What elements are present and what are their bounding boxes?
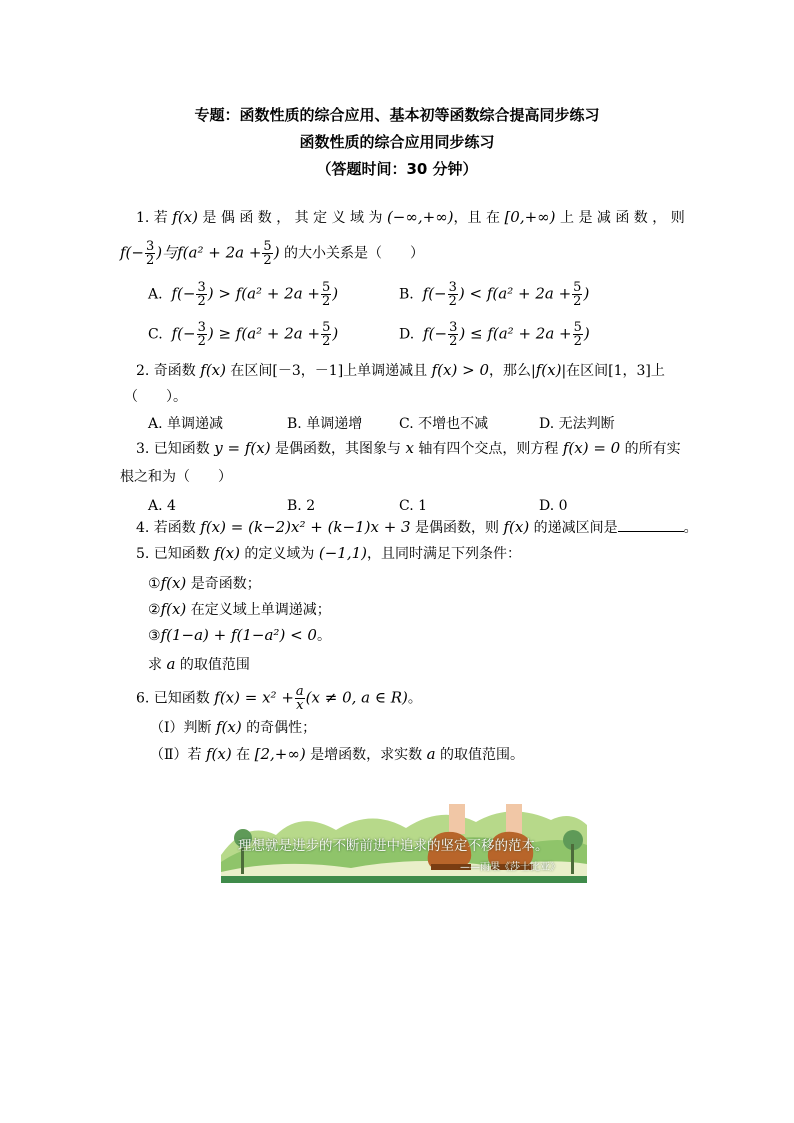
q1-option-c: C. f(− $\frac{3}{2}$ ) ≥ f(a² + 2a + $\frac{5}{2}$ ): [148, 320, 339, 349]
q3-line2: 根之和为（ ）: [120, 469, 232, 485]
q4-line: 4. 若函数 f(x) = (k−2)x² + (k−1)x + 3 是偶函数，则 f(x) 的递减区间是 。: [136, 518, 698, 536]
q2-line2: （ ）。: [124, 389, 187, 405]
q5-condition-3: ③f(1−a) + f(1−a²) < 0。: [148, 626, 331, 644]
q3-option-d: D. 0: [539, 498, 568, 514]
q3-option-c: C. 1: [399, 498, 428, 514]
doc-subtitle: 函数性质的综合应用同步练习: [299, 133, 495, 151]
q1-line1: 1. 若 f(x) 是 偶 函 数 ， 其 定 义 域 为 (−∞,+∞)，且 在 [0,+∞) 上 是 减 函 数 ， 则: [136, 208, 685, 226]
q3-option-b: B. 2: [287, 498, 316, 514]
q5-ask: 求 a 的取值范围: [148, 655, 250, 673]
banner-quote: 理想就是进步的不断前进中追求的坚定不移的范本。: [238, 838, 549, 854]
q5-line1: 5. 已知函数 f(x) 的定义域为 (−1,1)，且同时满足下列条件：: [136, 544, 522, 562]
q4-answer-blank: [618, 519, 684, 532]
q2-option-c: C. 不增也不减: [399, 416, 489, 432]
q5-condition-2: ②f(x) 在定义域上单调递减；: [148, 600, 331, 618]
q3-option-a: A. 4: [148, 498, 176, 514]
q1-line2: f(− $\frac{3}{2}$ )与f(a² + 2a + $\frac{5}{2}$ ) 的大小关系是（ ）: [120, 239, 424, 268]
q6-part-2: （Ⅱ）若 f(x) 在 [2,+∞) 是增函数，求实数 a 的取值范围。: [150, 745, 524, 763]
q3-line1: 3. 已知函数 y = f(x) 是偶函数，其图象与 x 轴有四个交点，则方程 f(x) = 0 的所有实: [136, 439, 681, 457]
q2-option-d: D. 无法判断: [539, 416, 615, 432]
q2-line1: 2. 奇函数 f(x) 在区间[－3，－1]上单调递减且 f(x) > 0，那么|f(x)|在区间[1，3]上: [136, 361, 665, 379]
q6-line1: 6. 已知函数 f(x) = x² + $\frac{a}{x}$ (x ≠ 0, a ∈ R)。: [136, 684, 422, 713]
banner-author: ——雨果《莎士比亚》: [460, 862, 560, 873]
q6-part-1: （Ⅰ）判断 f(x) 的奇偶性；: [150, 718, 317, 736]
q1-option-d: D. f(− $\frac{3}{2}$ ) ≤ f(a² + 2a + $\frac{5}{2}$ ): [399, 320, 590, 349]
doc-title: 专题：函数性质的综合应用、基本初等函数综合提高同步练习: [194, 106, 600, 124]
q1-option-a: A. f(− $\frac{3}{2}$ ) > f(a² + 2a + $\frac{5}{2}$ ): [148, 280, 339, 309]
q2-option-b: B. 单调递增: [287, 416, 363, 432]
q5-condition-1: ①f(x) 是奇函数；: [148, 574, 261, 592]
doc-time-note: （答题时间：30 分钟）: [316, 160, 478, 178]
q2-option-a: A. 单调递减: [148, 416, 224, 432]
q1-option-b: B. f(− $\frac{3}{2}$ ) < f(a² + 2a + $\frac{5}{2}$ ): [399, 280, 590, 309]
